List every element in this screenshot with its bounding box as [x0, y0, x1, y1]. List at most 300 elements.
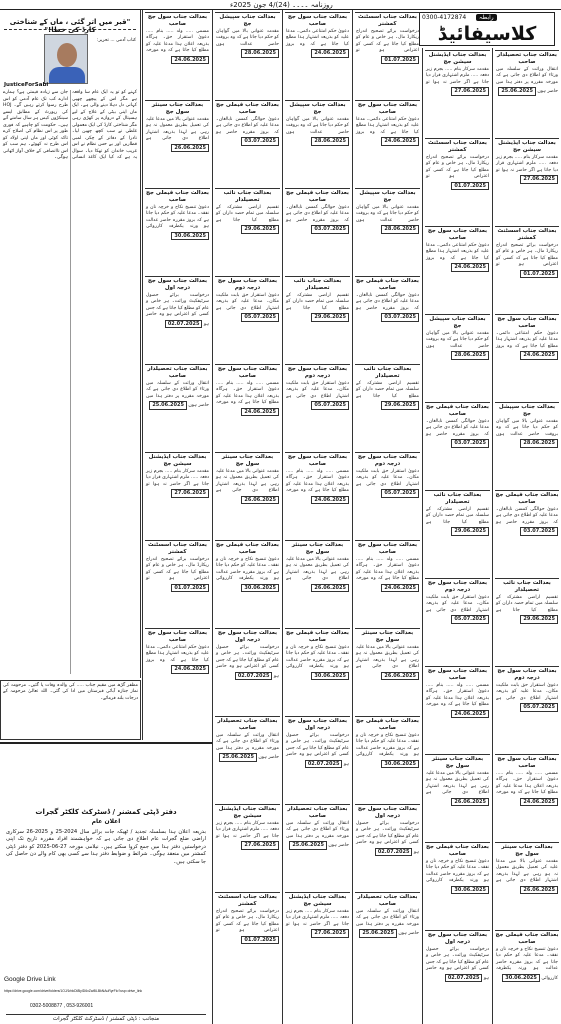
court-notice-date: 25.06.2025: [149, 401, 187, 409]
court-notice-date: 27.06.2025: [451, 87, 489, 95]
court-notice-title: بعدالت جناب سول جج درجہ دوم: [427, 580, 488, 593]
court-notice-date: 24.06.2025: [520, 798, 558, 806]
govt-notice-subtitle: اعلان عام: [91, 818, 121, 825]
notice-column-6: [492, 48, 561, 1024]
court-notice-text: مقدمہ عنوانی بالا میں مدعا علیہ کی تعمیل بطریق معمول نہ ہو رہی ہے لہذا بذریعہ اشتہار اطلاع دی جاتی ہے: [426, 771, 489, 796]
court-notice-title: بعدالت جناب فیملی جج صاحب: [146, 190, 209, 203]
court-notice-title: بعدالت جناب سینئر سول جج: [151, 102, 204, 115]
court-notice-date: 26.06.2025: [451, 798, 489, 806]
editorial-column: [0, 10, 141, 678]
court-notice: [285, 12, 350, 98]
court-notice-title: بعدالت جناب تحصیلدار صاحب: [357, 894, 418, 907]
court-notice-body: [145, 556, 210, 594]
court-notice-body: [355, 644, 420, 682]
court-notice-title: بعدالت جناب ایڈیشنل سیشن جج: [428, 52, 487, 65]
masthead-title: کلاسیفائیڈ: [437, 23, 537, 45]
court-notice: [355, 540, 420, 626]
court-notice-date: 25.06.2025: [498, 87, 536, 95]
court-notice-date: 02.07.2025: [445, 974, 483, 982]
court-notice: [215, 892, 280, 978]
court-notice-title: بعدالت جناب تحصیلدار صاحب: [147, 366, 208, 379]
court-notice-title: بعدالت جناب تحصیلدار صاحب: [287, 806, 348, 819]
court-notice-title: بعدالت جناب فیملی جج صاحب: [495, 932, 559, 945]
court-notice: [425, 138, 490, 224]
court-notice-text: دعویٰ حکم امتناعی دائمی۔ مدعا علیہ کو بذریعہ اشتہار ہذا مطلع کیا جاتا ہے کہ وہ بروز: [426, 243, 489, 261]
court-notice-body: [285, 468, 350, 506]
author-photo-shirt: [49, 67, 85, 84]
court-notice-body: [215, 732, 280, 764]
court-notice: [495, 490, 559, 576]
court-notice-date: 03.07.2025: [381, 313, 419, 321]
court-notice-text: دعویٰ حکم امتناعی دائمی۔ مدعا علیہ کو بذریعہ اشتہار ہذا مطلع کیا جاتا ہے کہ وہ بروز: [286, 29, 349, 47]
court-notice: [285, 804, 350, 890]
court-notice-title: بعدالت جناب سینئر سول جج: [291, 542, 344, 555]
obituary-text: مظفر گڑھ میں مقیم جناب ..... کی والدہ وفات پا گئیں۔ مرحومہ کی نماز جنازہ آبائی قبرستان میں ادا کی گئی۔ اللہ تعالیٰ مرحومہ کے درجات بلند فرمائے۔: [3, 683, 138, 701]
court-notice-date: 24.06.2025: [241, 408, 279, 416]
court-notice-title: بعدالت جناب سول جج صاحب: [497, 756, 557, 769]
court-notice-title: بعدالت جناب ایڈیشنل سیشن جج: [288, 894, 347, 907]
court-notice: [425, 930, 490, 1016]
court-notice: [215, 628, 280, 714]
court-notice-body: [425, 770, 490, 808]
govt-notice-title: دفتر ڈپٹی کمشنر / ڈسٹرکٹ کلکٹر گجرات: [35, 808, 177, 816]
court-notice-date: 26.06.2025: [241, 496, 279, 504]
court-notice-text: مقدمہ عنوانی بالا میں گواہان کو حکم دیا جاتا ہے کہ وہ بروقت حاضر عدالت ہوں: [496, 419, 558, 437]
court-notice: [355, 12, 420, 98]
court-notice: [425, 490, 490, 576]
court-notice-body: [145, 468, 210, 500]
court-notice: [355, 804, 420, 890]
court-notice-date: 27.06.2025: [311, 929, 349, 937]
court-notice-date: 24.06.2025: [520, 351, 558, 359]
court-notice-text: انتقال وراثت کے سلسلہ میں ورثاء کو اطلاع دی جاتی ہے کہ مورخہ مقررہ پر دفتر ہذا میں حاضر ہوں: [286, 821, 349, 849]
court-notice-title: بعدالت جناب فیملی جج صاحب: [286, 190, 349, 203]
court-notice: [425, 666, 490, 752]
court-notice: [355, 892, 420, 978]
court-notice-body: [215, 116, 280, 148]
court-notice-date: 24.06.2025: [381, 584, 419, 592]
court-notice-text: تقسیم اراضی مشترکہ کے سلسلہ میں تمام حصہ داران کو مطلع کیا جاتا ہے: [496, 595, 558, 613]
court-notice-title: بعدالت جناب فیملی جج صاحب: [216, 102, 279, 115]
court-notice-text: دعویٰ تنسیخ نکاح و خرچہ نان و نفقہ۔ مدعا علیہ کو حکم دیا جاتا ہے کہ بروز مقررہ حاضر عدالت ہو ورنہ یکطرفہ کارروائی: [426, 859, 489, 884]
court-notice: [425, 402, 490, 488]
court-notice-date: 30.06.2025: [451, 886, 489, 894]
court-notice-body: [215, 908, 280, 946]
court-notice: [145, 364, 210, 450]
court-notice-title: بعدالت جناب سول جج صاحب: [147, 630, 208, 643]
court-notice-date: 29.06.2025: [451, 527, 489, 535]
court-notice-title: بعدالت جناب ایڈیشنل سیشن جج: [498, 140, 556, 153]
court-notice: [355, 452, 420, 538]
court-notice: [285, 892, 350, 978]
court-notice: [285, 452, 350, 538]
court-notice: [285, 276, 350, 362]
court-notice-text: مقدمہ سرکار بنام ..... بجرم زیر دفعہ ..... ملزم اشتہاری قرار دیا جاتا ہے اگر حاضر نہ ہوا تو: [286, 909, 349, 927]
court-notice-text: درخواست برائے تصحیح اندراج ریکارڈ مال۔ ہر خاص و عام کو مطلع کیا جاتا ہے کہ کسی کو اعتراض ہو تو: [146, 557, 209, 582]
court-notice-title: بعدالت جناب سول جج درجہ دوم: [287, 366, 348, 379]
court-notice-text: دعویٰ حوالگی کمسن نابالغان۔ مدعا علیہ کو اطلاع دی جاتی ہے کہ بروز مقررہ حاضر ہو: [286, 205, 349, 223]
court-notice-title: بعدالت جناب سپیشل جج: [219, 14, 276, 27]
court-notice-title: بعدالت جناب سول جج صاحب: [427, 668, 488, 681]
court-notice-text: مقدمہ عنوانی بالا میں گواہان کو حکم دیا جاتا ہے کہ وہ بروقت حاضر عدالت ہوں: [356, 205, 419, 223]
court-notice-date: 01.07.2025: [520, 270, 558, 278]
court-notice-date: 28.06.2025: [311, 137, 349, 145]
court-notice-body: [425, 594, 490, 626]
court-notice-body: [425, 154, 490, 192]
court-notice-title: بعدالت جناب فیملی جج صاحب: [356, 718, 419, 731]
court-notice-date: 05.07.2025: [451, 615, 489, 623]
court-notice-body: [495, 682, 559, 714]
classified-masthead: [419, 12, 555, 46]
court-notice-body: [425, 66, 490, 98]
court-notice-body: [145, 380, 210, 412]
court-notice-date: 01.07.2025: [241, 936, 279, 944]
court-notice-date: 27.06.2025: [171, 489, 209, 497]
govt-notice-body: بذریعہ اعلان ہذا بسلسلہ تجدید / ٹھیکہ جات برائے سال 2024-25 و 2025-26 سرکاری اراضی ضلع گجرات عام اطلاع دی جاتی ہے کہ خواہشمند افراد مقررہ تاریخ تک اپنی درخواستیں دفتر ہذا میں جمع کروا سکتے ہیں۔ نیلامی مورخہ 27-06-2025 کو دفتر ڈپٹی کمشنر میں منعقد ہوگی۔ شرائط و ضوابط دفتر ہذا سے کسی بھی کام والے دن حاصل کی جا سکتی ہیں۔: [6, 829, 206, 865]
court-notice: [215, 804, 280, 890]
court-notice-body: [355, 292, 420, 324]
court-notice-title: بعدالت جناب سینئر سول جج: [431, 756, 484, 769]
court-notice: [495, 578, 559, 664]
court-notice: [355, 628, 420, 714]
author-photo-face: [57, 43, 77, 67]
court-notice: [495, 138, 559, 224]
court-notice-title: بعدالت جناب نائب تحصیلدار: [503, 580, 551, 593]
court-notice-date: 27.06.2025: [520, 175, 558, 183]
court-notice-title: بعدالت جناب تحصیلدار صاحب: [217, 718, 278, 731]
court-notice-date: 29.06.2025: [520, 615, 558, 623]
court-notice-body: [495, 770, 559, 808]
court-notice-title: بعدالت جناب سینئر سول جج: [501, 844, 553, 857]
court-notice-date: 03.07.2025: [311, 225, 349, 233]
court-notice-text: دعویٰ استقرار حق بابت ملکیت مکان۔ مدعا علیہ کو بذریعہ اشتہار اطلاع دی جاتی ہے: [356, 469, 419, 487]
court-notice-title: بعدالت جناب سپیشل جج: [359, 190, 416, 203]
court-notice: [145, 100, 210, 186]
court-notice-text: دعویٰ تنسیخ نکاح و خرچہ نان و نفقہ۔ مدعا علیہ کو حکم دیا جاتا ہے کہ بروز مقررہ حاضر عدالت ہو ورنہ یکطرفہ کارروائی: [356, 733, 419, 758]
court-notice-body: [285, 732, 350, 770]
editorial-hashtag: JusticeForSabi: [4, 82, 49, 88]
court-notice-text: تقسیم اراضی مشترکہ کے سلسلہ میں تمام حصہ داران کو مطلع کیا جاتا ہے: [426, 507, 489, 525]
court-notice-date: 01.07.2025: [171, 584, 209, 592]
court-notice-body: [355, 28, 420, 66]
court-notice-date: 02.07.2025: [375, 848, 413, 856]
court-notice: [355, 100, 420, 186]
court-notice-text: مقدمہ سرکار بنام ..... بجرم زیر دفعہ ..... ملزم اشتہاری قرار دیا جاتا ہے اگر حاضر نہ ہوا تو: [496, 155, 558, 173]
court-notice-title: بعدالت جناب سول جج صاحب: [357, 542, 418, 555]
notice-column-3: [282, 10, 352, 1024]
court-notice: [145, 628, 210, 714]
court-notice: [215, 276, 280, 362]
court-notice-body: [215, 556, 280, 594]
court-notice-title: بعدالت جناب فیملی جج صاحب: [426, 404, 489, 417]
court-notice-body: [355, 380, 420, 412]
court-notice-date: 01.07.2025: [451, 182, 489, 190]
court-notice-text: مقدمہ عنوانی بالا میں گواہان کو حکم دیا جاتا ہے کہ وہ بروقت حاضر عدالت ہوں: [216, 29, 279, 47]
court-notice-date: 24.06.2025: [171, 56, 209, 64]
court-notice-text: درخواست برائے حصول سرٹیفکیٹ وراثت۔ ہر خاص و عام کو مطلع کیا جاتا ہے کہ جس کسی کو اعتراض ہو وہ حاضر ہو: [216, 645, 279, 679]
court-notice-body: [285, 556, 350, 594]
court-notice-body: [495, 242, 559, 280]
court-notice-title: بعدالت جناب فیملی جج صاحب: [216, 542, 279, 555]
court-notice-body: [145, 292, 210, 330]
court-notice-body: [495, 330, 559, 362]
page-header-bar: [0, 0, 561, 10]
court-notice-text: مسمی ..... ولد ..... بنام ..... دعویٰ استقرار حق۔ ہرگاہ بذریعہ اعلان ہذا مدعا علیہ کو مطلع کیا جاتا ہے کہ وہ مورخہ: [216, 381, 279, 406]
court-notice-text: مسمی ..... ولد ..... بنام ..... دعویٰ استقرار حق۔ ہرگاہ بذریعہ اعلان ہذا مدعا علیہ کو مطلع کیا جاتا ہے کہ وہ مورخہ: [496, 771, 558, 796]
court-notice-body: [285, 292, 350, 324]
court-notice-text: درخواست برائے حصول سرٹیفکیٹ وراثت۔ ہر خاص و عام کو مطلع کیا جاتا ہے کہ جس کسی کو اعتراض ہو وہ حاضر ہو: [146, 293, 209, 327]
court-notice-title: بعدالت جناب فیملی جج صاحب: [356, 278, 419, 291]
court-notice: [425, 754, 490, 840]
court-notice-title: بعدالت جناب سول جج صاحب: [217, 366, 278, 379]
court-notice: [495, 50, 559, 136]
court-notice-date: 28.06.2025: [451, 351, 489, 359]
court-notice-date: 30.06.2025: [381, 760, 419, 768]
court-notice-date: 25.06.2025: [219, 753, 257, 761]
court-notice-text: مسمی ..... ولد ..... بنام ..... دعویٰ استقرار حق۔ ہرگاہ بذریعہ اعلان ہذا مدعا علیہ کو مطلع کیا جاتا ہے کہ وہ مورخہ: [356, 557, 419, 582]
court-notice-body: [425, 858, 490, 896]
court-notice: [215, 100, 280, 186]
court-notice-body: [355, 556, 420, 594]
court-notice-text: دعویٰ حوالگی کمسن نابالغان۔ مدعا علیہ کو اطلاع دی جاتی ہے کہ بروز مقررہ حاضر ہو: [426, 419, 489, 437]
court-notice-body: [145, 28, 210, 66]
court-notice: [145, 540, 210, 626]
court-notice-text: دعویٰ حکم امتناعی دائمی۔ مدعا علیہ کو بذریعہ اشتہار ہذا مطلع کیا جاتا ہے کہ وہ بروز: [146, 645, 209, 663]
court-notice-body: [425, 242, 490, 274]
court-notice-date: 05.07.2025: [381, 489, 419, 497]
court-notice-title: بعدالت جناب فیملی جج صاحب: [286, 630, 349, 643]
court-notice-text: تقسیم اراضی مشترکہ کے سلسلہ میں تمام حصہ داران کو مطلع کیا جاتا ہے: [216, 205, 279, 223]
court-notice-body: [495, 154, 559, 186]
editorial-headline: "قبر میں اتر گئی ، ماں کے شناختی کارڈ کی خطا!": [4, 18, 136, 30]
court-notice: [285, 100, 350, 186]
court-notice: [495, 842, 559, 928]
court-notice-date: 30.06.2025: [171, 232, 209, 240]
court-notice-text: دعویٰ تنسیخ نکاح و خرچہ نان و نفقہ۔ مدعا علیہ کو حکم دیا جاتا ہے کہ بروز مقررہ حاضر عدالت ہو ورنہ یکطرفہ کارروائی: [216, 557, 279, 582]
court-notice-title: بعدالت جناب نائب تحصیلدار: [363, 366, 412, 379]
court-notice-body: [495, 506, 559, 538]
notice-column-2: [212, 10, 282, 1024]
court-notice-text: دعویٰ حکم امتناعی دائمی۔ مدعا علیہ کو بذریعہ اشتہار ہذا مطلع کیا جاتا ہے کہ وہ بروز: [496, 331, 558, 349]
masthead-tag: رابطہ: [476, 14, 497, 21]
court-notice: [355, 188, 420, 274]
court-notice-body: [285, 380, 350, 412]
court-notice-text: دعویٰ حوالگی کمسن نابالغان۔ مدعا علیہ کو اطلاع دی جاتی ہے کہ بروز مقررہ حاضر ہو: [496, 507, 558, 525]
court-notice-text: مسمی ..... ولد ..... بنام ..... دعویٰ استقرار حق۔ ہرگاہ بذریعہ اعلان ہذا مدعا علیہ کو مطلع کیا جاتا ہے کہ وہ مورخہ: [146, 29, 209, 54]
court-notice-text: تقسیم اراضی مشترکہ کے سلسلہ میں تمام حصہ داران کو مطلع کیا جاتا ہے: [286, 293, 349, 311]
court-notice-text: مقدمہ سرکار بنام ..... بجرم زیر دفعہ ..... ملزم اشتہاری قرار دیا جاتا ہے اگر حاضر نہ ہوا تو: [146, 469, 209, 487]
court-notice-text: دعویٰ استقرار حق بابت ملکیت مکان۔ مدعا علیہ کو بذریعہ اشتہار اطلاع دی جاتی ہے: [496, 683, 558, 701]
court-notice-date: 24.06.2025: [311, 49, 349, 57]
court-notice-date: 28.06.2025: [241, 49, 279, 57]
court-notice-title: بعدالت جناب ایڈیشنل سیشن جج: [218, 806, 277, 819]
court-notice-title: بعدالت جناب سپیشل جج: [498, 404, 556, 417]
court-notice-title: بعدالت جناب سول جج صاحب: [497, 316, 557, 329]
court-notice: [495, 930, 559, 1016]
court-notice-body: [425, 682, 490, 720]
drive-link-url[interactable]: https://drive.google.com/drive/folders/1OJ/1rbkDI8lyID6vZw8lLBkNAuRyrFlo?usp=drive_link: [4, 989, 143, 993]
court-notice-title: بعدالت جناب سپیشل جج: [289, 102, 346, 115]
court-notice-date: 25.06.2025: [289, 841, 327, 849]
court-notice-text: انتقال وراثت کے سلسلہ میں ورثاء کو اطلاع دی جاتی ہے کہ مورخہ مقررہ پر دفتر ہذا میں حاضر ہوں: [216, 733, 279, 761]
court-notice-date: 05.07.2025: [311, 401, 349, 409]
court-notice-title: بعدالت جناب سول جج صاحب: [287, 454, 348, 467]
court-notice: [215, 540, 280, 626]
court-notice-body: [355, 116, 420, 148]
court-notice-body: [285, 820, 350, 852]
court-notice: [355, 276, 420, 362]
court-notice-body: [355, 204, 420, 236]
court-notice-body: [425, 418, 490, 450]
court-notice-text: انتقال وراثت کے سلسلہ میں ورثاء کو اطلاع دی جاتی ہے کہ مورخہ مقررہ پر دفتر ہذا میں حاضر ہوں: [496, 67, 558, 95]
court-notice-body: [215, 28, 280, 60]
court-notice-date: 26.06.2025: [311, 584, 349, 592]
court-notice-body: [495, 946, 559, 984]
court-notice-text: مسمی ..... ولد ..... بنام ..... دعویٰ استقرار حق۔ ہرگاہ بذریعہ اعلان ہذا مدعا علیہ کو مطلع کیا جاتا ہے کہ وہ مورخہ: [426, 683, 489, 708]
court-notice: [425, 50, 490, 136]
obituary-box: [0, 680, 141, 740]
court-notice-title: بعدالت جناب فیملی جج صاحب: [495, 492, 559, 505]
court-notice-text: مقدمہ عنوانی بالا میں مدعا علیہ کی تعمیل بطریق معمول نہ ہو رہی ہے لہذا بذریعہ اشتہار اطلاع دی جاتی ہے: [286, 557, 349, 582]
court-notice-title: بعدالت جناب سول جج درجہ اول: [217, 630, 278, 643]
court-notice-title: بعدالت جناب نائب تحصیلدار: [223, 190, 272, 203]
court-notice-body: [355, 468, 420, 500]
court-notice-date: 29.06.2025: [241, 225, 279, 233]
court-notice-date: 30.06.2025: [311, 672, 349, 680]
court-notice-text: دعویٰ تنسیخ نکاح و خرچہ نان و نفقہ۔ مدعا علیہ کو حکم دیا جاتا ہے کہ بروز مقررہ حاضر عدالت ہو ورنہ یکطرفہ کارروائی: [146, 205, 209, 230]
court-notice-title: بعدالت جناب سول جج صاحب: [357, 102, 418, 115]
court-notice-title: بعدالت جناب سول جج درجہ دوم: [357, 454, 418, 467]
court-notice-text: مقدمہ عنوانی بالا میں گواہان کو حکم دیا جاتا ہے کہ وہ بروقت حاضر عدالت ہوں: [286, 117, 349, 135]
court-notice: [215, 716, 280, 802]
court-notice-date: 03.07.2025: [241, 137, 279, 145]
court-notice-title: بعدالت جناب سول جج صاحب: [287, 14, 348, 27]
court-notice-body: [215, 820, 280, 852]
court-notice-date: 30.06.2025: [241, 584, 279, 592]
court-notice-body: [145, 644, 210, 676]
court-notice-text: دعویٰ حوالگی کمسن نابالغان۔ مدعا علیہ کو اطلاع دی جاتی ہے کہ بروز مقررہ حاضر ہو: [356, 293, 419, 311]
court-notice-body: [215, 468, 280, 506]
court-notice-title: بعدالت جناب سپیشل جج: [429, 316, 486, 329]
court-notice: [495, 754, 559, 840]
court-notice-text: مقدمہ عنوانی بالا میں مدعا علیہ کی تعمیل بطریق معمول نہ ہو رہی ہے لہذا بذریعہ اشتہار اطلاع دی جاتی ہے: [216, 469, 279, 494]
court-notice-body: [285, 204, 350, 236]
court-notice-body: [355, 908, 420, 940]
court-notice-body: [495, 418, 559, 450]
court-notice-text: دعویٰ تنسیخ نکاح و خرچہ نان و نفقہ۔ مدعا علیہ کو حکم دیا جاتا ہے کہ بروز مقررہ حاضر عدالت ہو ورنہ یکطرفہ کارروائی: [496, 947, 558, 981]
court-notice-body: [285, 908, 350, 940]
court-notice-title: بعدالت جناب سول جج درجہ دوم: [497, 668, 557, 681]
court-notice-text: درخواست برائے تصحیح اندراج ریکارڈ مال۔ ہر خاص و عام کو مطلع کیا جاتا ہے کہ کسی کو اعتراض ہو تو: [356, 29, 419, 54]
government-notice: [0, 742, 212, 1024]
court-notice-text: درخواست برائے تصحیح اندراج ریکارڈ مال۔ ہر خاص و عام کو مطلع کیا جاتا ہے کہ کسی کو اعتراض ہو تو: [496, 243, 558, 268]
court-notice-title: بعدالت جناب سینئر سول جج: [361, 630, 414, 643]
court-notice: [145, 12, 210, 98]
court-notice: [285, 364, 350, 450]
court-notice-text: درخواست برائے حصول سرٹیفکیٹ وراثت۔ ہر خاص و عام کو مطلع کیا جاتا ہے کہ جس کسی کو اعتراض ہو وہ حاضر ہو: [426, 947, 489, 981]
court-notice-body: [425, 330, 490, 362]
court-notice-body: [495, 858, 559, 896]
court-notice: [425, 314, 490, 400]
court-notice-title: بعدالت جناب سول جج درجہ دوم: [217, 278, 278, 291]
court-notice-text: درخواست برائے تصحیح اندراج ریکارڈ مال۔ ہر خاص و عام کو مطلع کیا جاتا ہے کہ کسی کو اعتراض ہو تو: [426, 155, 489, 180]
publication-date: روزنامہ ۔۔۔۔ (24)/4 جون 2025ء: [230, 1, 333, 9]
court-notice: [285, 716, 350, 802]
govt-notice-phones: 0302-5008877 , 053-926001: [30, 1003, 94, 1009]
court-notice-body: [145, 204, 210, 242]
court-notice: [495, 226, 559, 312]
court-notice-title: بعدالت جناب سول جج صاحب: [427, 228, 488, 241]
court-notice-title: بعدالت جناب سول جج درجہ اول: [287, 718, 348, 731]
court-notice: [425, 226, 490, 312]
masthead-phone: 0300-4172874: [422, 14, 467, 21]
court-notice-date: 28.06.2025: [520, 439, 558, 447]
court-notice: [495, 314, 559, 400]
drive-link-label: Google Drive Link: [4, 976, 56, 983]
court-notice-text: مقدمہ عنوانی بالا میں مدعا علیہ کی تعمیل بطریق معمول نہ ہو رہی ہے لہذا بذریعہ اشتہار اطلاع دی جاتی ہے: [496, 859, 558, 884]
court-notice-text: دعویٰ استقرار حق بابت ملکیت مکان۔ مدعا علیہ کو بذریعہ اشتہار اطلاع دی جاتی ہے: [426, 595, 489, 613]
court-notice-title: بعدالت جناب نائب تحصیلدار: [293, 278, 342, 291]
court-notice-date: 26.06.2025: [171, 144, 209, 152]
court-notice-text: مقدمہ سرکار بنام ..... بجرم زیر دفعہ ..... ملزم اشتہاری قرار دیا جاتا ہے اگر حاضر نہ ہوا تو: [426, 67, 489, 85]
court-notice: [145, 276, 210, 362]
notice-column-1: [142, 10, 212, 740]
court-notice-body: [425, 506, 490, 538]
court-notice-text: انتقال وراثت کے سلسلہ میں ورثاء کو اطلاع دی جاتی ہے کہ مورخہ مقررہ پر دفتر ہذا میں حاضر ہوں: [356, 909, 419, 937]
court-notice: [495, 402, 559, 488]
court-notice: [215, 12, 280, 98]
court-notice-title: بعدالت جناب ایڈیشنل سیشن جج: [148, 454, 207, 467]
court-notice-text: درخواست برائے حصول سرٹیفکیٹ وراثت۔ ہر خاص و عام کو مطلع کیا جاتا ہے کہ جس کسی کو اعتراض ہو وہ حاضر ہو: [356, 821, 419, 855]
court-notice-date: 26.06.2025: [381, 672, 419, 680]
court-notice: [355, 716, 420, 802]
court-notice: [425, 578, 490, 664]
court-notice-date: 05.07.2025: [520, 703, 558, 711]
court-notice-date: 28.06.2025: [381, 225, 419, 233]
court-notice-text: دعویٰ تنسیخ نکاح و خرچہ نان و نفقہ۔ مدعا علیہ کو حکم دیا جاتا ہے کہ بروز مقررہ حاضر عدالت ہو ورنہ یکطرفہ کارروائی: [286, 645, 349, 670]
court-notice-text: درخواست برائے حصول سرٹیفکیٹ وراثت۔ ہر خاص و عام کو مطلع کیا جاتا ہے کہ جس کسی کو اعتراض ہو وہ حاضر ہو: [286, 733, 349, 767]
court-notice: [355, 364, 420, 450]
court-notice: [285, 628, 350, 714]
court-notice-title: بعدالت جناب تحصیلدار صاحب: [497, 52, 557, 65]
court-notice-date: 03.07.2025: [520, 527, 558, 535]
court-notice-text: مقدمہ عنوانی بالا میں مدعا علیہ کی تعمیل بطریق معمول نہ ہو رہی ہے لہذا بذریعہ اشتہار اطلاع دی جاتی ہے: [356, 645, 419, 670]
court-notice-title: بعدالت جناب اسسٹنٹ کمشنر: [148, 542, 207, 555]
court-notice-body: [425, 946, 490, 984]
court-notice-date: 03.07.2025: [451, 439, 489, 447]
court-notice-date: 24.06.2025: [381, 137, 419, 145]
court-notice-date: 24.06.2025: [171, 665, 209, 673]
court-notice-body: [495, 594, 559, 626]
court-notice: [425, 842, 490, 928]
court-notice-date: 29.06.2025: [311, 313, 349, 321]
court-notice-date: 29.06.2025: [381, 401, 419, 409]
court-notice: [145, 188, 210, 274]
court-notice-body: [215, 292, 280, 324]
court-notice-date: 30.06.2025: [502, 974, 540, 982]
court-notice: [285, 540, 350, 626]
court-notice: [215, 452, 280, 538]
court-notice-title: بعدالت جناب فیملی جج صاحب: [426, 844, 489, 857]
court-notice-title: بعدالت جناب اسسٹنٹ کمشنر: [428, 140, 487, 153]
court-notice-body: [285, 644, 350, 682]
court-notice-title: بعدالت جناب سینئر سول جج: [221, 454, 274, 467]
editorial-body: کہنے کو تو یہ ایک عام سا واقعہ ہے مگر اس کے پیچھے چھپی کہانی دل دہلا دینے والی ہے۔ ایک ماں اپنی بیٹی کے علاج کے لیے ہسپتال کے دروازے پر کھڑی رہی مگر شناختی کارڈ کی ایک معمولی غلطی نے سب کچھ چھین لیا۔ نادرا کے دفاتر کے چکر، لمبی قطاریں اور بے حس نظام نے اس غریب خاندان کو تھکا دیا۔ سوال یہ ہے کہ کیا ایک کاغذ انسانی جان سے زیادہ قیمتی ہے؟ ہمارے ادارے کب تک عام آدمی کو اس طرح رسوا کرتے رہیں گے۔ HOJ کی رپورٹ کے مطابق ایسے سینکڑوں کیس ہر سال سامنے آتے ہیں۔ حکومت کو چاہیے کہ فوری طور پر اس نظام کی اصلاح کرے تاکہ کوئی اور ماں اپنی اولاد کو اس طرح نہ کھوئے۔ ہم سب کو اس ناانصافی کے خلاف آواز اٹھانی ہوگی۔: [3, 90, 137, 160]
court-notice-date: 01.07.2025: [381, 56, 419, 64]
court-notice-date: 24.06.2025: [451, 263, 489, 271]
court-notice-date: 24.06.2025: [311, 496, 349, 504]
author-photo: [44, 34, 88, 84]
